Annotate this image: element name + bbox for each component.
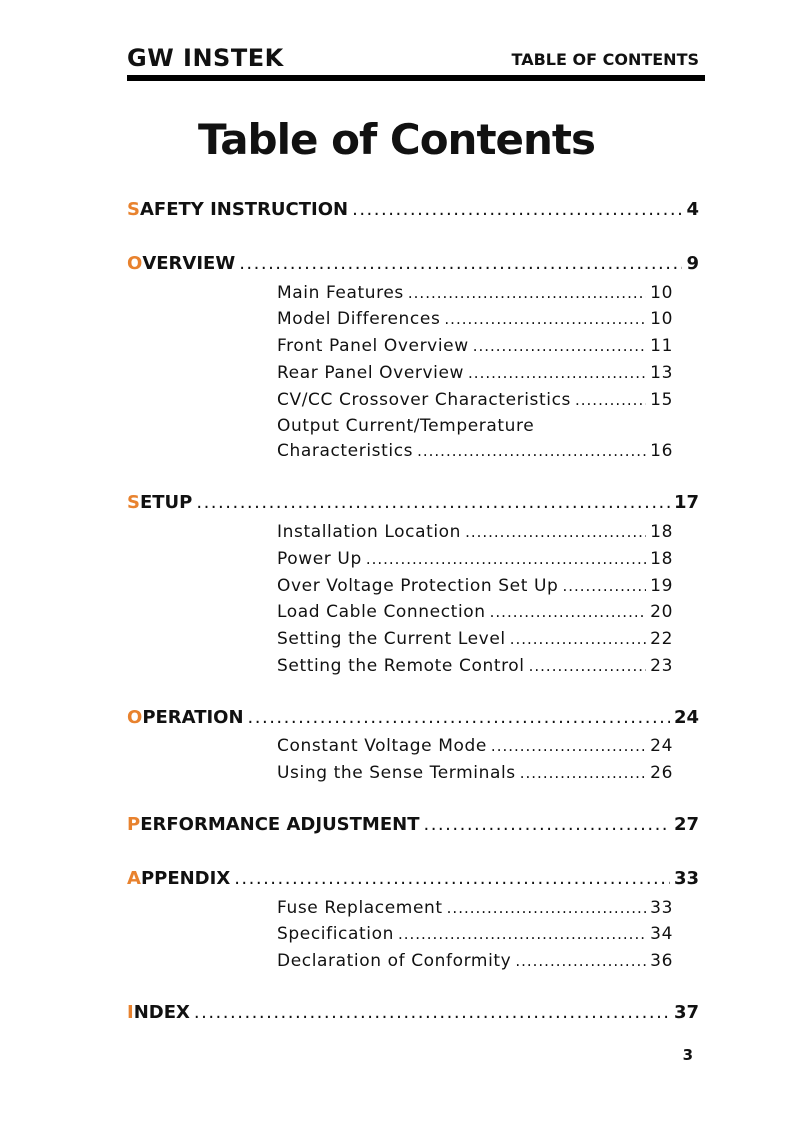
item-label: Power Up: [277, 549, 362, 569]
toc-section-setup[interactable]: [127, 491, 699, 515]
leader-dots: [468, 361, 646, 385]
section-label: VERVIEW: [142, 253, 236, 274]
section-page: 33: [673, 868, 699, 889]
section-label: PERATION: [142, 707, 244, 728]
toc-item[interactable]: [277, 574, 673, 598]
leader-dots: [196, 491, 670, 515]
page-number: 3: [682, 1046, 693, 1064]
item-page: 18: [650, 522, 673, 542]
item-label: Specification: [277, 924, 394, 944]
leader-dots: [239, 252, 682, 276]
toc-item[interactable]: [277, 281, 673, 305]
section-initial: O: [127, 707, 143, 728]
toc-item[interactable]: [277, 307, 673, 331]
section-page: 9: [686, 253, 699, 274]
section-page: 4: [686, 199, 699, 220]
section-initial: O: [127, 253, 143, 274]
toc-item[interactable]: [277, 334, 673, 358]
leader-dots: [562, 574, 646, 598]
toc-section-appendix[interactable]: [127, 867, 699, 891]
item-page: 24: [650, 736, 673, 756]
item-page: 10: [650, 283, 673, 303]
leader-dots: [520, 761, 646, 785]
item-page: 26: [650, 763, 673, 783]
item-label: Characteristics: [277, 441, 414, 461]
item-page: 18: [650, 549, 673, 569]
item-label: Setting the Remote Control: [277, 656, 525, 676]
item-label: Front Panel Overview: [277, 336, 469, 356]
item-page: 11: [650, 336, 673, 356]
section-label: AFETY INSTRUCTION: [139, 199, 349, 220]
leader-dots: [423, 813, 669, 837]
leader-dots: [510, 627, 646, 651]
section-label: ETUP: [139, 492, 193, 513]
item-page: 15: [650, 390, 673, 410]
item-page: 23: [650, 656, 673, 676]
toc-section-safety[interactable]: [127, 198, 699, 222]
leader-dots: [417, 439, 646, 463]
leader-dots: [491, 734, 646, 758]
page-title: Table of Contents: [197, 115, 595, 164]
section-page: 27: [673, 814, 699, 835]
item-label: Main Features: [277, 283, 404, 303]
leader-dots: [366, 547, 646, 571]
item-page: 20: [650, 602, 673, 622]
item-page: 13: [650, 363, 673, 383]
leader-dots: [248, 706, 670, 730]
toc-item[interactable]: [277, 896, 673, 920]
item-page: 34: [650, 924, 673, 944]
item-label: Over Voltage Protection Set Up: [277, 576, 559, 596]
header-title: TABLE OF CONTENTS: [511, 50, 699, 69]
toc-section-index[interactable]: [127, 1001, 699, 1025]
section-label: NDEX: [133, 1002, 190, 1023]
section-initial: S: [127, 199, 140, 220]
header-rule: [127, 75, 705, 81]
leader-dots: [465, 520, 646, 544]
item-page: 10: [650, 309, 673, 329]
toc-item-first-line[interactable]: Output Current/Temperature: [277, 416, 535, 436]
toc-item[interactable]: [277, 734, 673, 758]
leader-dots: [234, 867, 670, 891]
leader-dots: [490, 600, 647, 624]
leader-dots: [352, 198, 682, 222]
item-page: 33: [650, 898, 673, 918]
leader-dots: [473, 334, 646, 358]
toc-item[interactable]: [277, 949, 673, 973]
item-page: 16: [650, 441, 673, 461]
section-page: 17: [673, 492, 699, 513]
item-label: Rear Panel Overview: [277, 363, 465, 383]
leader-dots: [515, 949, 646, 973]
toc-item[interactable]: [277, 600, 673, 624]
leader-dots: [529, 654, 647, 678]
brand-logo: GW INSTEK: [127, 44, 284, 72]
item-label: Declaration of Conformity: [277, 951, 512, 971]
leader-dots: [408, 281, 646, 305]
toc-section-overview[interactable]: [127, 252, 699, 276]
toc-item[interactable]: [277, 361, 673, 385]
item-label: Load Cable Connection: [277, 602, 486, 622]
leader-dots: [447, 896, 647, 920]
toc-section-operation[interactable]: [127, 706, 699, 730]
item-label: Using the Sense Terminals: [277, 763, 516, 783]
item-label: Setting the Current Level: [277, 629, 506, 649]
item-page: 22: [650, 629, 673, 649]
toc-item[interactable]: [277, 761, 673, 785]
toc-item[interactable]: [277, 654, 673, 678]
leader-dots: [398, 922, 646, 946]
item-label: Fuse Replacement: [277, 898, 443, 918]
section-label: ERFORMANCE ADJUSTMENT: [140, 814, 420, 835]
leader-dots: [575, 388, 646, 412]
item-page: 19: [650, 576, 673, 596]
leader-dots: [444, 307, 646, 331]
page-header: [127, 44, 705, 82]
toc-item[interactable]: [277, 922, 673, 946]
item-page: 36: [650, 951, 673, 971]
section-initial: A: [127, 868, 141, 889]
section-initial: I: [127, 1002, 134, 1023]
toc-item[interactable]: [277, 388, 673, 412]
section-label: PPENDIX: [140, 868, 231, 889]
toc-item[interactable]: [277, 627, 673, 651]
item-label: CV/CC Crossover Characteristics: [277, 390, 571, 410]
section-initial: P: [127, 814, 141, 835]
section-page: 37: [673, 1002, 699, 1023]
section-page: 24: [673, 707, 699, 728]
item-label: Installation Location: [277, 522, 462, 542]
toc-item[interactable]: [277, 547, 673, 571]
toc-item[interactable]: [277, 439, 673, 463]
leader-dots: [194, 1001, 670, 1025]
section-initial: S: [127, 492, 140, 513]
toc-item[interactable]: [277, 520, 673, 544]
item-label: Constant Voltage Mode: [277, 736, 487, 756]
item-label: Model Differences: [277, 309, 441, 329]
toc-section-performance[interactable]: [127, 813, 699, 837]
